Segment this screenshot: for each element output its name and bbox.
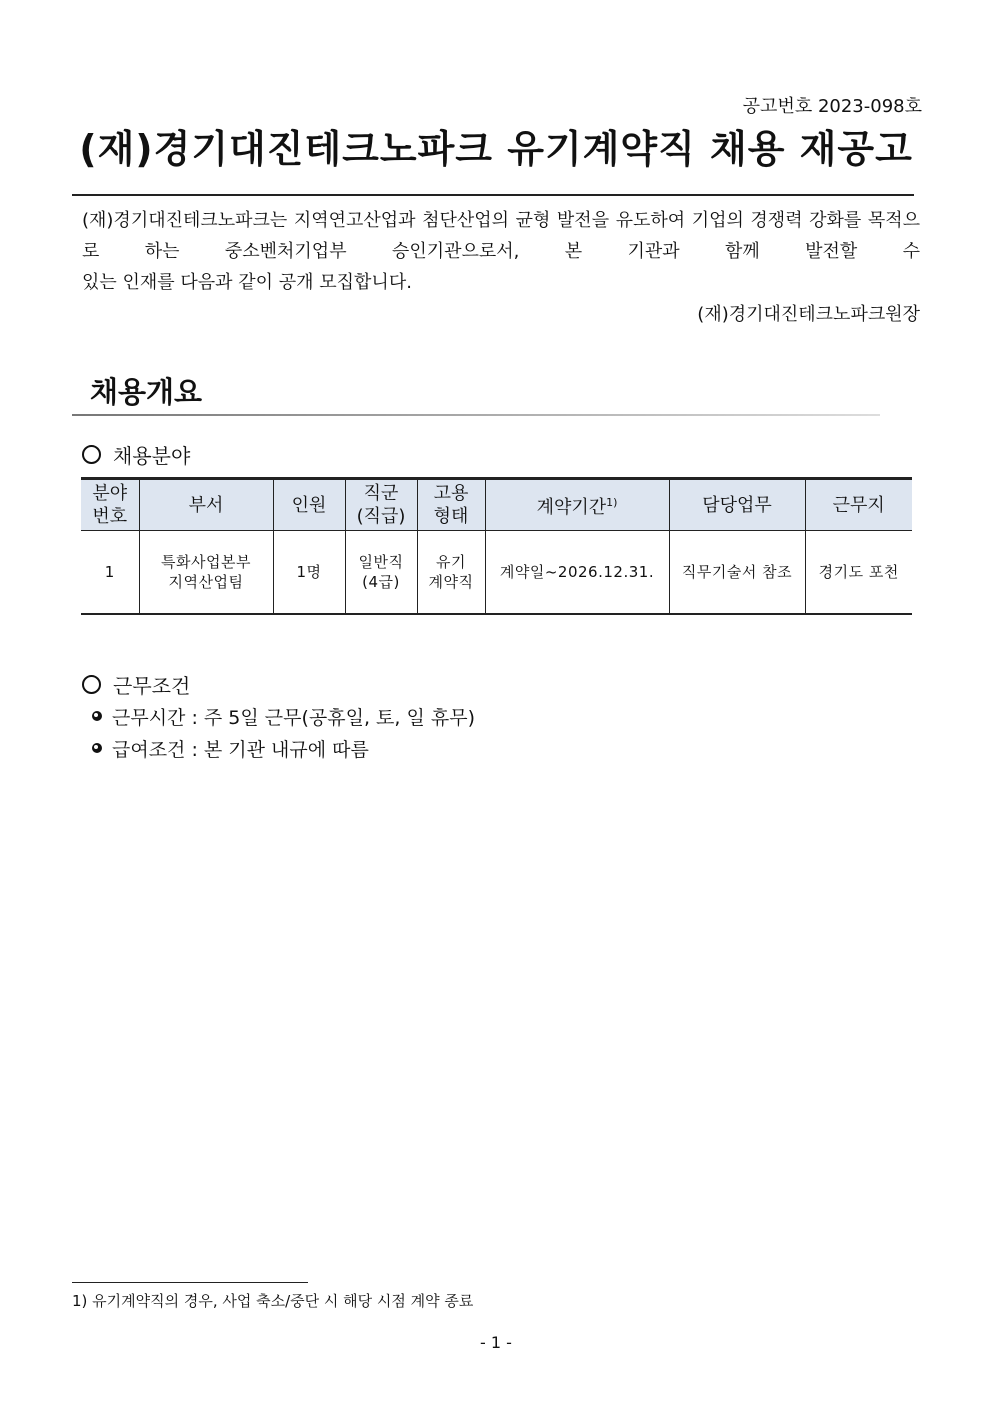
bullet-icon (92, 711, 102, 721)
list-item (92, 732, 475, 764)
cell-location: 경기도 포천 (805, 531, 912, 615)
circle-icon (82, 445, 101, 464)
footnote: 1) 유기계약직의 경우, 사업 축소/중단 시 해당 시점 계약 종료 (72, 1292, 474, 1310)
table-header-row (81, 479, 912, 531)
header-field-no: 분야 번호 (81, 479, 139, 531)
circle-icon (82, 675, 101, 694)
header-employment-type: 고용 형태 (417, 479, 485, 531)
recruit-field-heading-label: 채용분야 (113, 444, 191, 468)
recruit-field-heading (82, 440, 190, 469)
header-headcount: 인원 (273, 479, 345, 531)
cell-headcount: 1명 (273, 531, 345, 615)
salary-text: 급여조건 : 본 기관 내규에 따름 (112, 738, 369, 761)
cell-department: 특화사업본부 지역산업팀 (139, 531, 273, 615)
work-conditions-heading-label: 근무조건 (113, 674, 191, 698)
recruit-table (81, 477, 912, 615)
section-divider (72, 414, 880, 416)
title-divider (72, 194, 914, 196)
table-row (81, 531, 912, 615)
header-duty: 담당업무 (669, 479, 805, 531)
section-title: 채용개요 (90, 375, 203, 409)
cell-field-no: 1 (81, 531, 139, 615)
cell-employment-type: 유기 계약직 (417, 531, 485, 615)
header-grade: 직군 (직급) (345, 479, 417, 531)
bullet-icon (92, 743, 102, 753)
work-hours-text: 근무시간 : 주 5일 근무(공휴일, 토, 일 휴무) (112, 706, 475, 729)
header-department: 부서 (139, 479, 273, 531)
document-title: (재)경기대진테크노파크 유기계약직 채용 재공고 (79, 127, 913, 171)
header-location: 근무지 (805, 479, 912, 531)
signer: (재)경기대진테크노파크원장 (697, 304, 920, 325)
list-item (92, 700, 475, 732)
cell-grade: 일반직 (4급) (345, 531, 417, 615)
work-conditions-list (92, 700, 475, 764)
cell-contract-period: 계약일~2026.12.31. (485, 531, 669, 615)
header-contract-period: 계약기간$^{1)}$ (485, 479, 669, 531)
notice-number: 공고번호 2023-098호 (742, 96, 922, 117)
work-conditions-heading (82, 670, 190, 699)
footnote-divider (72, 1282, 308, 1283)
page-number: - 1 - (480, 1333, 512, 1352)
intro-paragraph-last-line: 있는 인재를 다음과 같이 공개 모집합니다. (82, 272, 412, 293)
intro-paragraph: (재)경기대진테크노파크는 지역연고산업과 첨단산업의 균형 발전을 유도하여 기업의 경쟁력 강화를 목적으로 하는 중소벤처기업부 승인기관으로서, 본 기관과 함께 발전할 수 (82, 210, 920, 262)
footnote-ref: 1) (606, 496, 618, 509)
cell-duty: 직무기술서 참조 (669, 531, 805, 615)
